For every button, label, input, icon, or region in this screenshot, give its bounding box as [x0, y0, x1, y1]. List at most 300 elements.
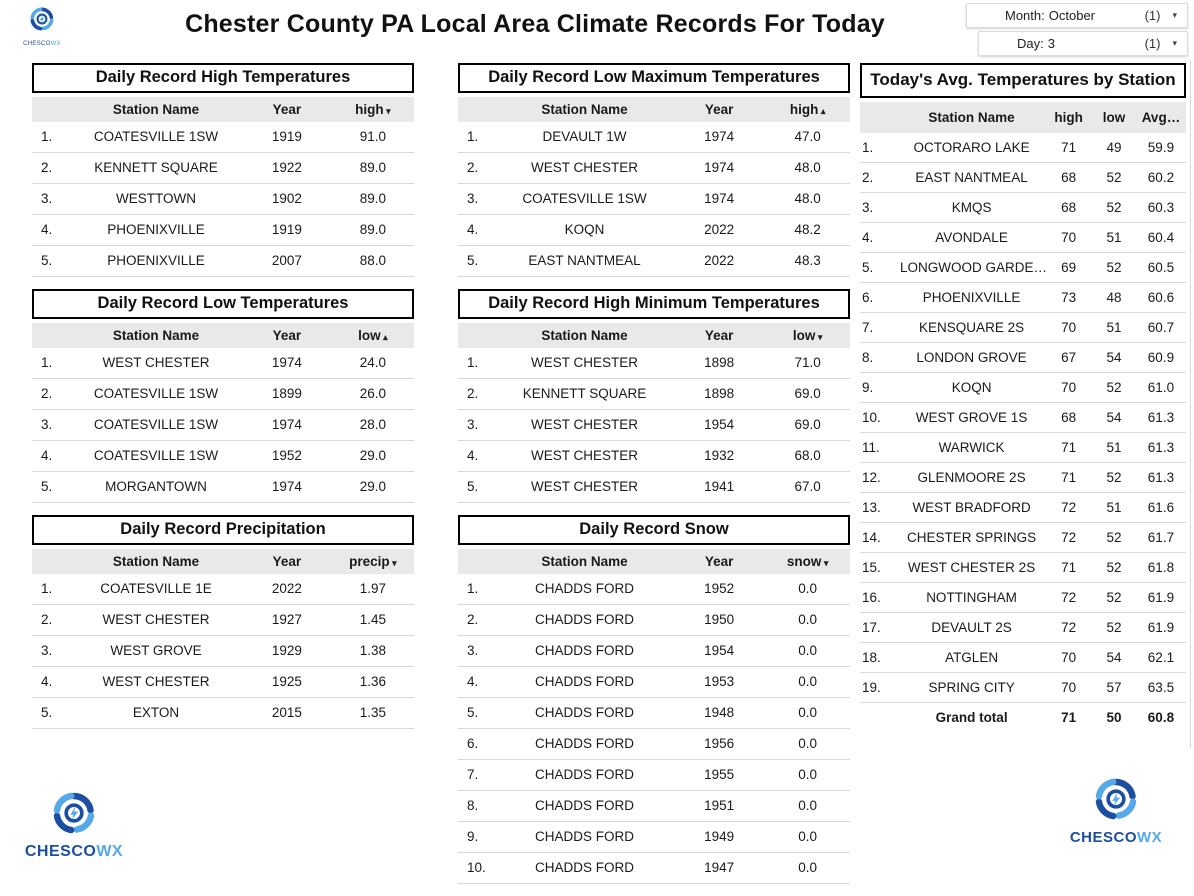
cell: 89.0 — [332, 184, 414, 215]
column-header-avg-[interactable]: Avg… — [1136, 102, 1186, 133]
table-row — [860, 193, 1186, 223]
column-header-station-name[interactable]: Station Name — [898, 102, 1045, 133]
chescowx-swirl-icon — [29, 6, 55, 32]
table-row — [860, 523, 1186, 553]
row-index: 5. — [458, 472, 496, 503]
table-row — [458, 791, 850, 822]
row-index: 7. — [860, 313, 898, 343]
cell: EAST NANTMEAL — [496, 246, 673, 277]
table-row — [860, 133, 1186, 163]
row-index: 6. — [860, 283, 898, 313]
cell: 48 — [1092, 283, 1136, 313]
cell: 70 — [1045, 643, 1092, 673]
row-index: 1. — [458, 348, 496, 379]
row-index: 2. — [32, 379, 70, 410]
table-row — [860, 343, 1186, 373]
cell: 61.8 — [1136, 553, 1186, 583]
record-precip-table — [32, 549, 414, 729]
cell: PHOENIXVILLE — [898, 283, 1045, 313]
cell: 1927 — [242, 605, 332, 636]
cell: LONDON GROVE — [898, 343, 1045, 373]
column-header-station-name[interactable]: Station Name — [70, 549, 242, 574]
table-row — [32, 636, 414, 667]
record-high-temperatures-card — [32, 63, 414, 277]
cell: 51 — [1092, 313, 1136, 343]
row-index: 4. — [32, 441, 70, 472]
cell: WEST CHESTER 2S — [898, 553, 1045, 583]
brand-text — [23, 41, 61, 47]
cell: COATESVILLE 1E — [70, 574, 242, 605]
cell: 71 — [1045, 463, 1092, 493]
cell: 52 — [1092, 613, 1136, 643]
cell: 51 — [1092, 223, 1136, 253]
column-header-low[interactable]: low ▾ — [765, 323, 850, 348]
row-index: 3. — [860, 193, 898, 223]
cell: CHADDS FORD — [496, 667, 673, 698]
cell: CHADDS FORD — [496, 760, 673, 791]
cell: 52 — [1092, 163, 1136, 193]
row-index — [860, 703, 898, 733]
sort-arrow-icon: ▾ — [821, 558, 829, 568]
table-title: Daily Record High Temperatures — [32, 63, 414, 93]
table-row — [458, 348, 850, 379]
cell: 2015 — [242, 698, 332, 729]
cell: 1953 — [673, 667, 765, 698]
cell: COATESVILLE 1SW — [70, 122, 242, 153]
column-header-year[interactable]: Year — [673, 97, 765, 122]
cell: CHADDS FORD — [496, 853, 673, 884]
cell: 1932 — [673, 441, 765, 472]
filter-value: October — [1048, 8, 1096, 23]
row-index: 2. — [458, 379, 496, 410]
column-header-station-name[interactable]: Station Name — [496, 323, 673, 348]
avg-by-station-table — [860, 102, 1186, 732]
cell: 1902 — [242, 184, 332, 215]
cell: 61.3 — [1136, 403, 1186, 433]
grand-total-row — [860, 703, 1186, 733]
cell: 51 — [1092, 493, 1136, 523]
cell: 61.7 — [1136, 523, 1186, 553]
row-index: 3. — [32, 636, 70, 667]
record-high-min-table — [458, 323, 850, 503]
table-row — [32, 153, 414, 184]
cell: 1951 — [673, 791, 765, 822]
column-header-station-name[interactable]: Station Name — [496, 97, 673, 122]
cell: MORGANTOWN — [70, 472, 242, 503]
column-header-precip[interactable]: precip ▾ — [332, 549, 414, 574]
cell: 72 — [1045, 583, 1092, 613]
cell: 60.9 — [1136, 343, 1186, 373]
column-header-station-name[interactable]: Station Name — [496, 549, 673, 574]
filter-label: Month: — [1005, 8, 1045, 23]
row-index-header — [32, 549, 70, 574]
cell: 1922 — [242, 153, 332, 184]
cell: WEST CHESTER — [496, 410, 673, 441]
table-row — [458, 822, 850, 853]
cell: NOTTINGHAM — [898, 583, 1045, 613]
row-index: 3. — [458, 636, 496, 667]
table-row — [32, 667, 414, 698]
table-row — [458, 667, 850, 698]
column-header-station-name[interactable]: Station Name — [70, 97, 242, 122]
record-high-min-temperatures-card — [458, 289, 850, 503]
cell: 61.0 — [1136, 373, 1186, 403]
cell: 2022 — [673, 246, 765, 277]
cell: 62.1 — [1136, 643, 1186, 673]
cell: COATESVILLE 1SW — [70, 379, 242, 410]
row-index: 2. — [32, 153, 70, 184]
cell: 1950 — [673, 605, 765, 636]
table-row — [32, 348, 414, 379]
table-row — [860, 163, 1186, 193]
table-row — [458, 153, 850, 184]
cell: 60.5 — [1136, 253, 1186, 283]
column-header-year[interactable]: Year — [673, 549, 765, 574]
row-index: 18. — [860, 643, 898, 673]
cell: KENNETT SQUARE — [70, 153, 242, 184]
sort-arrow-icon: ▴ — [818, 106, 826, 116]
cell: 59.9 — [1136, 133, 1186, 163]
cell: 89.0 — [332, 153, 414, 184]
table-row — [32, 379, 414, 410]
table-row — [860, 403, 1186, 433]
cell: 67 — [1045, 343, 1092, 373]
row-index: 16. — [860, 583, 898, 613]
cell: WEST BRADFORD — [898, 493, 1045, 523]
record-low-max-table — [458, 97, 850, 277]
cell: 63.5 — [1136, 673, 1186, 703]
record-snow-card — [458, 515, 850, 884]
filter-label: Day: — [1017, 36, 1044, 51]
cell: 60.3 — [1136, 193, 1186, 223]
row-index: 3. — [458, 184, 496, 215]
cell: 70 — [1045, 673, 1092, 703]
cell: CHADDS FORD — [496, 698, 673, 729]
cell: 29.0 — [332, 441, 414, 472]
cell: 71.0 — [765, 348, 850, 379]
table-title: Daily Record Precipitation — [32, 515, 414, 545]
cell: 28.0 — [332, 410, 414, 441]
cell: 69 — [1045, 253, 1092, 283]
brand-primary: CHESCO — [23, 41, 51, 47]
cell: 1974 — [242, 472, 332, 503]
cell: 52 — [1092, 373, 1136, 403]
table-row — [458, 441, 850, 472]
table-row — [458, 853, 850, 884]
row-index: 4. — [860, 223, 898, 253]
table-row — [458, 472, 850, 503]
table-row — [458, 215, 850, 246]
brand-secondary: WX — [1137, 829, 1163, 846]
cell: 60.7 — [1136, 313, 1186, 343]
row-index: 17. — [860, 613, 898, 643]
cell: 69.0 — [765, 410, 850, 441]
cell: 60.8 — [1136, 703, 1186, 733]
table-row — [32, 246, 414, 277]
column-header-year[interactable]: Year — [242, 549, 332, 574]
sort-arrow-icon: ▾ — [383, 106, 391, 116]
cell: 1925 — [242, 667, 332, 698]
column-header-year[interactable]: Year — [242, 97, 332, 122]
table-row — [458, 636, 850, 667]
table-row — [860, 493, 1186, 523]
cell: PHOENIXVILLE — [70, 215, 242, 246]
cell: 0.0 — [765, 698, 850, 729]
row-index: 3. — [32, 184, 70, 215]
cell: 0.0 — [765, 729, 850, 760]
record-low-temperatures-card — [32, 289, 414, 503]
cell: 69.0 — [765, 379, 850, 410]
chescowx-logo-bottom-right — [1068, 776, 1164, 846]
cell: 48.2 — [765, 215, 850, 246]
cell: 52 — [1092, 463, 1136, 493]
cell: LONGWOOD GARDE… — [898, 253, 1045, 283]
cell: 54 — [1092, 403, 1136, 433]
cell: KMQS — [898, 193, 1045, 223]
cell: 1974 — [673, 122, 765, 153]
cell: WEST CHESTER — [496, 153, 673, 184]
cell: WEST CHESTER — [496, 348, 673, 379]
cell: 54 — [1092, 343, 1136, 373]
day-filter-dropdown[interactable] — [978, 31, 1188, 56]
row-index: 13. — [860, 493, 898, 523]
cell: 1949 — [673, 822, 765, 853]
cell: 70 — [1045, 373, 1092, 403]
brand-secondary: WX — [50, 41, 61, 47]
cell: WESTTOWN — [70, 184, 242, 215]
cell: 47.0 — [765, 122, 850, 153]
cell: WEST GROVE — [70, 636, 242, 667]
table-row — [32, 122, 414, 153]
cell: 54 — [1092, 643, 1136, 673]
cell: 1.45 — [332, 605, 414, 636]
cell: 71 — [1045, 553, 1092, 583]
row-index-header — [32, 97, 70, 122]
table-edge-divider — [1190, 60, 1191, 748]
cell: 72 — [1045, 613, 1092, 643]
row-index: 10. — [458, 853, 496, 884]
cell: 1948 — [673, 698, 765, 729]
table-row — [860, 673, 1186, 703]
cell: 71 — [1045, 703, 1092, 733]
cell: 49 — [1092, 133, 1136, 163]
table-row — [458, 246, 850, 277]
row-index: 3. — [32, 410, 70, 441]
table-title: Daily Record Snow — [458, 515, 850, 545]
cell: 73 — [1045, 283, 1092, 313]
row-index: 1. — [32, 348, 70, 379]
cell: 88.0 — [332, 246, 414, 277]
cell: 1947 — [673, 853, 765, 884]
table-row — [32, 698, 414, 729]
chescowx-logo-bottom-left — [24, 790, 124, 861]
cell: 2022 — [673, 215, 765, 246]
cell: 1955 — [673, 760, 765, 791]
table-row — [860, 373, 1186, 403]
cell: WEST CHESTER — [70, 605, 242, 636]
cell: PHOENIXVILLE — [70, 246, 242, 277]
table-row — [458, 760, 850, 791]
column-header-high[interactable]: high — [1045, 102, 1092, 133]
row-index: 3. — [458, 410, 496, 441]
cell: DEVAULT 2S — [898, 613, 1045, 643]
cell: 1929 — [242, 636, 332, 667]
cell: 68 — [1045, 403, 1092, 433]
row-index: 5. — [860, 253, 898, 283]
table-row — [860, 313, 1186, 343]
row-index-header — [458, 549, 496, 574]
cell: 1974 — [242, 348, 332, 379]
table-row — [458, 184, 850, 215]
table-row — [860, 433, 1186, 463]
brand-text — [1068, 829, 1164, 846]
cell: 1974 — [242, 410, 332, 441]
row-index: 9. — [860, 373, 898, 403]
table-title: Daily Record High Minimum Temperatures — [458, 289, 850, 319]
cell: 48.0 — [765, 153, 850, 184]
column-header-low[interactable]: low — [1092, 102, 1136, 133]
record-snow-table — [458, 549, 850, 884]
cell: 72 — [1045, 493, 1092, 523]
cell: CHADDS FORD — [496, 822, 673, 853]
cell: 51 — [1092, 433, 1136, 463]
cell: 29.0 — [332, 472, 414, 503]
cell: 60.6 — [1136, 283, 1186, 313]
row-index: 8. — [458, 791, 496, 822]
table-row — [860, 583, 1186, 613]
row-index: 4. — [32, 667, 70, 698]
column-header-snow[interactable]: snow ▾ — [765, 549, 850, 574]
cell: 0.0 — [765, 853, 850, 884]
row-index: 15. — [860, 553, 898, 583]
record-low-table — [32, 323, 414, 503]
table-title: Today's Avg. Temperatures by Station — [860, 63, 1186, 98]
cell: 1.35 — [332, 698, 414, 729]
cell: 91.0 — [332, 122, 414, 153]
cell: Grand total — [898, 703, 1045, 733]
cell: 57 — [1092, 673, 1136, 703]
cell: 1956 — [673, 729, 765, 760]
brand-secondary: WX — [96, 843, 124, 860]
cell: KOQN — [898, 373, 1045, 403]
cell: 1974 — [673, 153, 765, 184]
cell: WEST CHESTER — [496, 472, 673, 503]
column-header-year[interactable]: Year — [673, 323, 765, 348]
cell: 1941 — [673, 472, 765, 503]
cell: 1954 — [673, 636, 765, 667]
month-filter-dropdown[interactable] — [966, 3, 1188, 28]
row-index: 5. — [458, 698, 496, 729]
table-row — [860, 223, 1186, 253]
table-row — [458, 379, 850, 410]
table-row — [32, 472, 414, 503]
cell: 1954 — [673, 410, 765, 441]
row-index: 2. — [32, 605, 70, 636]
cell: 1.36 — [332, 667, 414, 698]
brand-primary: CHESCO — [24, 843, 97, 860]
row-index: 2. — [458, 605, 496, 636]
cell: 48.0 — [765, 184, 850, 215]
cell: WEST GROVE 1S — [898, 403, 1045, 433]
cell: EAST NANTMEAL — [898, 163, 1045, 193]
table-row — [32, 574, 414, 605]
cell: 0.0 — [765, 822, 850, 853]
cell: 24.0 — [332, 348, 414, 379]
table-title: Daily Record Low Maximum Temperatures — [458, 63, 850, 93]
cell: KENNETT SQUARE — [496, 379, 673, 410]
record-low-max-temperatures-card — [458, 63, 850, 277]
cell: 2022 — [242, 574, 332, 605]
cell: SPRING CITY — [898, 673, 1045, 703]
table-row — [860, 283, 1186, 313]
chevron-down-icon: ▾ — [1172, 10, 1177, 20]
cell: GLENMOORE 2S — [898, 463, 1045, 493]
avg-temperatures-by-station-card — [860, 63, 1186, 732]
row-index-header — [860, 102, 898, 133]
row-index: 19. — [860, 673, 898, 703]
brand-primary: CHESCO — [1069, 829, 1137, 846]
column-header-high[interactable]: high ▾ — [332, 97, 414, 122]
cell: 61.9 — [1136, 583, 1186, 613]
cell: 0.0 — [765, 574, 850, 605]
cell: 68 — [1045, 163, 1092, 193]
cell: 61.3 — [1136, 463, 1186, 493]
table-row — [860, 463, 1186, 493]
row-index: 7. — [458, 760, 496, 791]
cell: 52 — [1092, 553, 1136, 583]
row-index: 4. — [32, 215, 70, 246]
row-index: 5. — [458, 246, 496, 277]
cell: 89.0 — [332, 215, 414, 246]
cell: 1898 — [673, 348, 765, 379]
cell: 52 — [1092, 583, 1136, 613]
table-row — [860, 643, 1186, 673]
cell: 68.0 — [765, 441, 850, 472]
cell: 60.2 — [1136, 163, 1186, 193]
cell: 71 — [1045, 433, 1092, 463]
row-index: 1. — [32, 122, 70, 153]
row-index: 5. — [32, 246, 70, 277]
cell: COATESVILLE 1SW — [496, 184, 673, 215]
column-header-year[interactable]: Year — [242, 323, 332, 348]
column-header-high[interactable]: high ▴ — [765, 97, 850, 122]
row-index: 9. — [458, 822, 496, 853]
table-row — [458, 410, 850, 441]
row-index: 4. — [458, 215, 496, 246]
row-index-header — [458, 323, 496, 348]
column-header-low[interactable]: low ▴ — [332, 323, 414, 348]
cell: EXTON — [70, 698, 242, 729]
cell: 0.0 — [765, 791, 850, 822]
table-row — [32, 410, 414, 441]
sort-arrow-icon: ▴ — [380, 332, 388, 342]
row-index: 14. — [860, 523, 898, 553]
cell: 0.0 — [765, 667, 850, 698]
cell: DEVAULT 1W — [496, 122, 673, 153]
cell: 61.6 — [1136, 493, 1186, 523]
left-column — [32, 63, 414, 741]
right-column — [860, 63, 1186, 744]
column-header-station-name[interactable]: Station Name — [70, 323, 242, 348]
brand-text — [24, 843, 124, 861]
row-index: 1. — [458, 122, 496, 153]
cell: 52 — [1092, 523, 1136, 553]
cell: CHADDS FORD — [496, 574, 673, 605]
table-row — [32, 441, 414, 472]
sort-arrow-icon: ▾ — [815, 332, 823, 342]
cell: 1919 — [242, 215, 332, 246]
cell: 70 — [1045, 313, 1092, 343]
